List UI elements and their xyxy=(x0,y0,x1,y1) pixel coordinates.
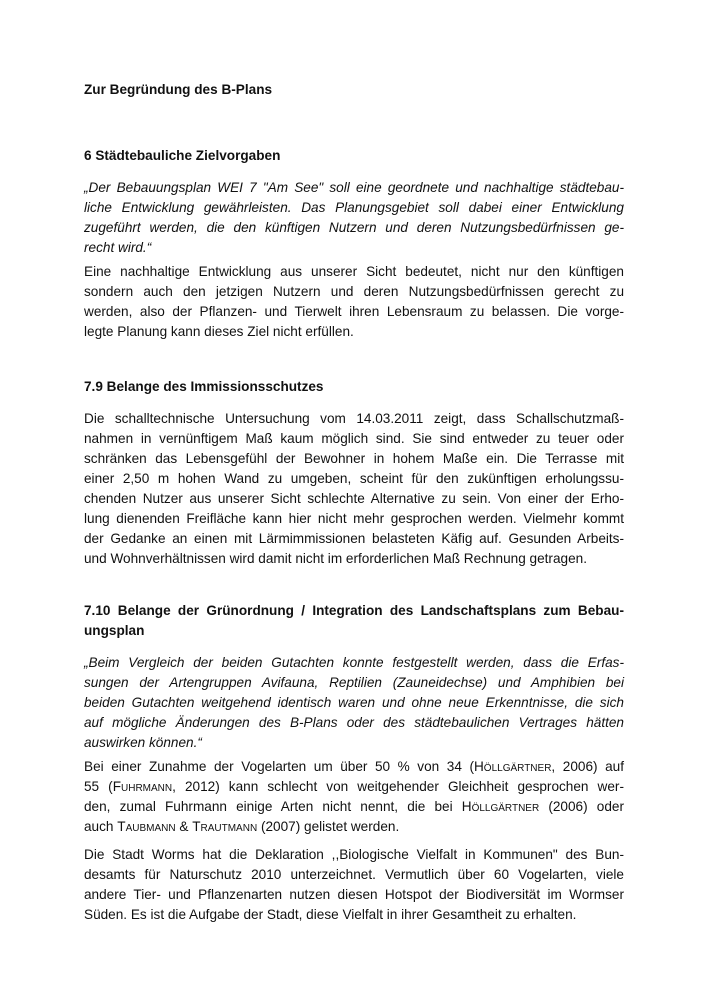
text-line: lung dienenden Freifläche kann hier nicht mehr gesprochen werden. Vielmehr kommt xyxy=(84,511,624,526)
author-name: Trautmann xyxy=(192,819,258,834)
document-title: Zur Begründung des B-Plans xyxy=(84,82,273,97)
section-7-9-paragraph xyxy=(84,409,624,569)
text-line xyxy=(84,777,624,797)
text-line: chenden Nutzer aus unserer Sicht schlechte Alternative zu sein. Von einer der Erho- xyxy=(84,491,624,506)
section-7-10-paragraph-1 xyxy=(84,757,624,837)
quote-line: auf mögliche Änderungen des B-Plans oder des städtebaulichen Vertrages hätten xyxy=(84,715,624,730)
quote-line: recht wird.“ xyxy=(84,240,152,255)
text-line: Süden. Es ist die Aufgabe der Stadt, diese Vielfalt in ihrer Gesamtheit zu erhalten. xyxy=(84,907,577,922)
section-6-quote xyxy=(84,178,624,258)
section-7-10-quote xyxy=(84,653,624,753)
text-run: auch xyxy=(84,819,118,834)
author-name: Fuhrmann xyxy=(112,779,173,794)
text-line: desamts für Naturschutz 2010 unterzeichnet. Vermutlich über 60 Vogelarten, viele xyxy=(84,867,624,882)
quote-line: liche Entwicklung gewährleisten. Das Planungsgebiet soll dabei einer Entwicklung xyxy=(84,200,624,215)
author-name: Taubmann xyxy=(117,819,176,834)
section-6-heading: 6 Städtebauliche Zielvorgaben xyxy=(84,148,281,163)
text-run: , 2012) kann schlecht von weitgehender Gleichheit gesprochen wer- xyxy=(172,779,624,794)
quote-line: beiden Gutachten weitgehend identisch waren und ohne neue Erkenntnisse, die sich xyxy=(84,695,624,710)
text-line: schränken das Lebensgefühl der Bewohner in hohem Maße ein. Die Terrasse mit xyxy=(84,451,624,466)
text-run: (2006) oder xyxy=(539,799,624,814)
text-line xyxy=(84,757,624,777)
text-line: Die schalltechnische Untersuchung vom 14.03.2011 zeigt, dass Schallschutzmaß- xyxy=(84,411,624,426)
quote-line: auswirken können.“ xyxy=(84,735,202,750)
text-run: & xyxy=(175,819,193,834)
quote-line: „Beim Vergleich der beiden Gutachten konnte festgestellt werden, dass die Erfas- xyxy=(84,655,624,670)
section-7-10-heading xyxy=(84,601,624,641)
text-line: legte Planung kann dieses Ziel nicht erfüllen. xyxy=(84,324,354,339)
text-line: werden, also der Pflanzen- und Tierwelt ihren Lebensraum zu belassen. Die vorge- xyxy=(84,304,624,319)
text-line xyxy=(84,797,624,817)
text-line: und Wohnverhältnissen wird damit nicht im erforderlichen Maß Rechnung getragen. xyxy=(84,551,587,566)
quote-line: „Der Bebauungsplan WEI 7 "Am See" soll eine geordnete und nachhaltige städtebau- xyxy=(84,180,624,195)
text-run: 55 ( xyxy=(84,779,113,794)
author-name: Höllgärtner xyxy=(473,759,552,774)
heading-line: ungsplan xyxy=(84,623,145,638)
author-name: Höllgärtner xyxy=(461,799,540,814)
text-line xyxy=(84,817,624,837)
text-line: der Gedanke an einen mit Lärmimmissionen belasteten Käfig auf. Gesunden Arbeits- xyxy=(84,531,624,546)
text-line: Eine nachhaltige Entwicklung aus unserer Sicht bedeutet, nicht nur den künftigen xyxy=(84,264,624,279)
section-7-9-heading: 7.9 Belange des Immissionsschutzes xyxy=(84,379,324,394)
text-run: , 2006) auf xyxy=(551,759,624,774)
text-line: nahmen in vernünftigem Maß kaum möglich sind. Sie sind entweder zu teuer oder xyxy=(84,431,624,446)
text-line: andere Tier- und Pflanzenarten nutzen diesen Hotspot der Biodiversität im Wormser xyxy=(84,887,624,902)
text-run: (2007) gelistet werden. xyxy=(257,819,400,834)
heading-line: 7.10 Belange der Grünordnung / Integration des Landschaftsplans zum Bebau- xyxy=(84,603,624,618)
quote-line: zugeführt werden, die den künftigen Nutzern und deren Nutzungsbedürfnissen ge- xyxy=(84,220,624,235)
section-7-10-paragraph-2 xyxy=(84,845,624,925)
text-line: einer 2,50 m hohen Wand zu umgeben, scheint für den zukünftigen erholungssu- xyxy=(84,471,624,486)
section-6-paragraph xyxy=(84,262,624,342)
text-run: den, zumal Fuhrmann einige Arten nicht nennt, die bei xyxy=(84,799,462,814)
text-line: Die Stadt Worms hat die Deklaration ,,Biologische Vielfalt in Kommunen" des Bun- xyxy=(84,847,624,862)
text-line: sondern auch den jetzigen Nutzern und deren Nutzungsbedürfnissen gerecht zu xyxy=(84,284,624,299)
text-run: Bei einer Zunahme der Vogelarten um über 50 % von 34 ( xyxy=(84,759,474,774)
quote-line: sungen der Artengruppen Avifauna, Reptilien (Zauneidechse) und Amphibien bei xyxy=(84,675,624,690)
